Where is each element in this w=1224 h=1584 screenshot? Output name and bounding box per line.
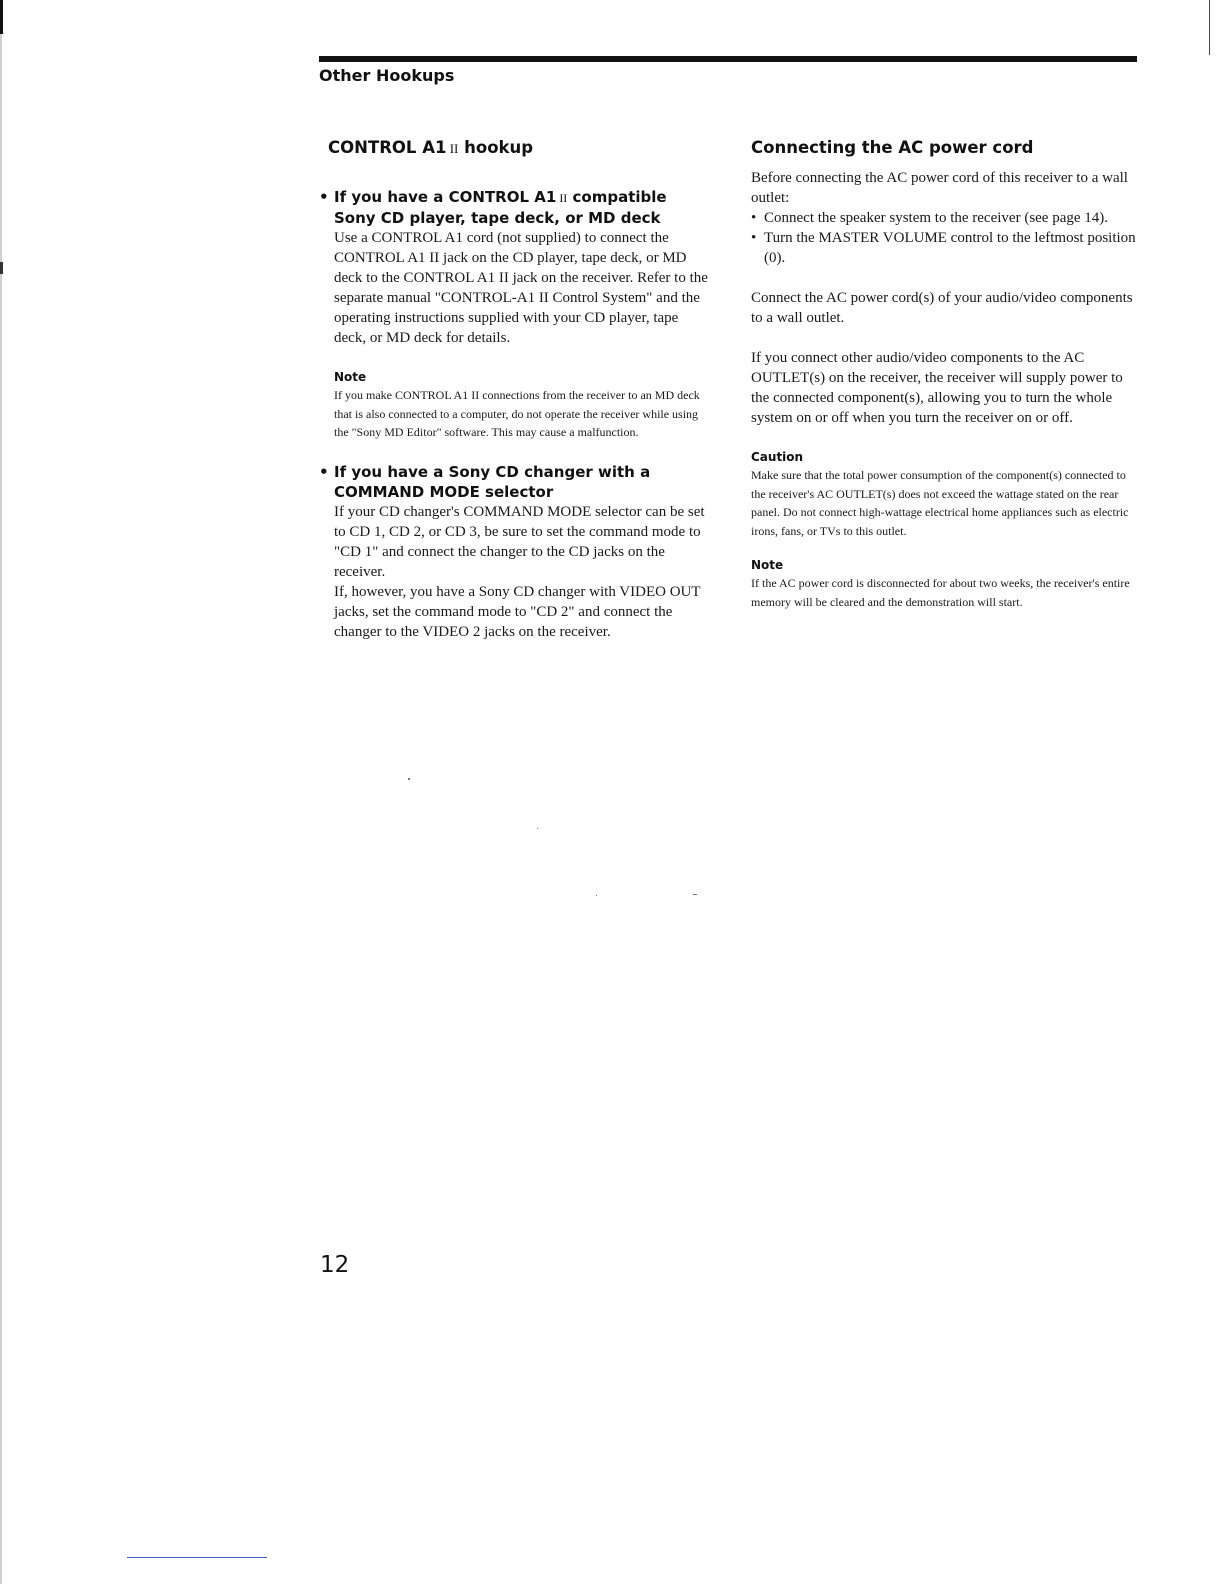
scan-margin-mark <box>0 262 3 274</box>
note-label: Note <box>334 370 367 384</box>
scan-speck <box>693 894 697 895</box>
cd-changer-instructions: If your CD changer's COMMAND MODE selector can be set to CD 1, CD 2, or CD 3, be sure to set the command mode to "CD 1" and connect the changer to the CD jacks on the receiver. <box>334 503 705 580</box>
note-text: If the AC power cord is disconnected for about two weeks, the receiver's entire memory will be cleared and the demonstration will start. <box>751 576 1130 609</box>
caution-label: Caution <box>751 450 804 464</box>
bullet-control-a1-compatible: • If you have a CONTROL A1 II compatible Sony CD player, tape deck, or MD deck <box>319 188 667 227</box>
right-column <box>751 136 1141 611</box>
note-text: If you make CONTROL A1 II connections from the receiver to an MD deck that is also connected to a computer, do not operate the receiver while using the "Sony MD Editor" software. This may cause a malfunction. <box>334 388 700 439</box>
scan-speck <box>596 895 597 896</box>
note-label: Note <box>751 558 784 572</box>
bullet-dot: • <box>319 462 329 481</box>
precaution-list <box>751 208 1141 268</box>
list-item: • Connect the speaker system to the receiver (see page 14). <box>751 208 1141 228</box>
bullet-cd-changer: • If you have a Sony CD changer with a COMMAND MODE selector <box>319 462 651 501</box>
scan-speck <box>408 778 410 780</box>
control-a1-instructions: Use a CONTROL A1 cord (not supplied) to connect the CONTROL A1 II jack on the CD player, tape deck, or MD deck to the CONTROL A1 II jack on the receiver. Refer to the separate manual "CONTROL-A1 II Control System" and the operating instructions supplied with your CD player, tape deck, or MD deck for details. <box>334 230 708 346</box>
ac-power-heading: Connecting the AC power cord <box>751 138 1034 157</box>
page-number: 12 <box>320 1252 350 1278</box>
ac-intro: Before connecting the AC power cord of this receiver to a wall outlet: <box>751 170 1128 206</box>
left-column <box>319 136 713 642</box>
ac-outlet-paragraph: If you connect other audio/video components to the AC OUTLET(s) on the receiver, the receiver will supply power to the connected component(s), allowing you to turn the whole system on or off when you turn the receiver on or off. <box>751 350 1123 426</box>
scan-margin-mark <box>0 0 3 34</box>
ac-paragraph: Connect the AC power cord(s) of your audio/video components to a wall outlet. <box>751 290 1133 326</box>
cd-changer-video-instructions: If, however, you have a Sony CD changer with VIDEO OUT jacks, set the command mode to "CD 2" and connect the changer to the VIDEO 2 jacks on the receiver. <box>334 583 701 640</box>
list-item: • Turn the MASTER VOLUME control to the leftmost position (0). <box>751 228 1141 268</box>
scan-edge-line <box>1209 0 1210 55</box>
caution-text: Make sure that the total power consumption of the component(s) connected to the receiver's AC OUTLET(s) does not exceed the wattage stated on the rear panel. Do not connect high-wattage electrical home appliances such as electric irons, fans, or TVs to this outlet. <box>751 468 1129 538</box>
scan-bottom-line <box>127 1557 267 1558</box>
control-a1-heading: CONTROL A1 II hookup <box>328 138 534 157</box>
header-rule <box>319 56 1137 62</box>
scan-margin-line <box>0 0 2 1584</box>
section-title: Other Hookups <box>319 66 455 85</box>
bullet-dot: • <box>319 188 329 206</box>
scan-speck <box>537 828 538 829</box>
